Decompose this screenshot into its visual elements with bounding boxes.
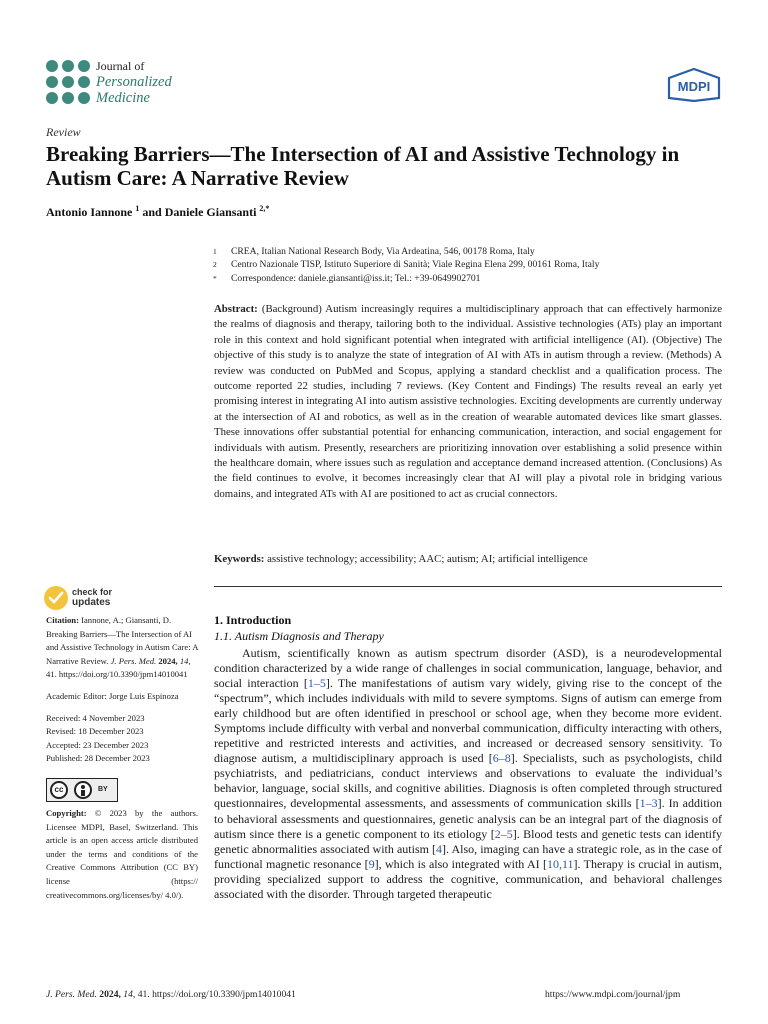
intro-text: ]. In addition to behavioral assessments and questionnaires, genetic analysis can be an integral part of the diagnosis of autism since there is a genetic component to its etiology [ bbox=[214, 796, 722, 841]
keywords-label: Keywords: bbox=[214, 553, 265, 565]
cc-by-label: BY bbox=[98, 786, 108, 794]
check-for-updates-button[interactable] bbox=[44, 586, 112, 610]
copyright-text: © 2023 by the authors. Licensee MDPI, Basel, Switzerland. This article is an open access article distributed under the terms and conditions of the Creative Commons Attribution (CC BY) license (https:// creativecommons.org/licenses/by/ 4.0/). bbox=[46, 807, 198, 900]
cc-by-license-badge[interactable] bbox=[46, 778, 118, 802]
footer-journal-url[interactable]: https://www.mdpi.com/journal/jpm bbox=[545, 989, 681, 1000]
attribution-icon bbox=[74, 781, 92, 799]
citation-volume: 14, bbox=[179, 655, 191, 666]
citation-label: Citation: bbox=[46, 615, 79, 625]
affiliation-item bbox=[213, 245, 599, 258]
author-name[interactable]: Daniele Giansanti bbox=[164, 205, 257, 219]
intro-paragraph bbox=[214, 646, 722, 902]
intro-text: ]. Blood tests and genetic tests can identify genetic abnormalities associated with autism [ bbox=[214, 826, 722, 856]
affiliation-mark: * bbox=[213, 273, 217, 283]
citation bbox=[46, 614, 198, 682]
reference-link[interactable]: 1–5 bbox=[307, 676, 326, 691]
intro-text: ]. Therapy is crucial in autism, providing specialized support to address the cognitive, communication, and behavioral challenges associated with the disorder. Through targeted therapeutic bbox=[214, 856, 722, 901]
academic-editor: Academic Editor: Jorge Luis Espinoza bbox=[46, 690, 179, 701]
published-date: Published: 28 December 2023 bbox=[46, 753, 150, 764]
reference-link[interactable]: 1–3 bbox=[639, 796, 658, 811]
check-updates-label bbox=[72, 588, 112, 608]
revised-date: Revised: 18 December 2023 bbox=[46, 726, 144, 737]
copyright-label: Copyright: bbox=[46, 807, 87, 818]
mdpi-logo-icon bbox=[667, 68, 721, 102]
intro-text: ]. Also, imaging can have a strategic role, as in the case of functional magnetic resonance [ bbox=[214, 841, 722, 871]
check-updates-line1: check for bbox=[72, 587, 113, 597]
author-affil-mark: 2,* bbox=[259, 204, 270, 213]
affiliation-mark: 1 bbox=[213, 247, 217, 256]
keywords bbox=[214, 553, 722, 565]
intro-text: ]. The manifestations of autism vary widely, giving rise to the concept of the “spectrum”, which includes individuals with mild to severe symptoms. Signs of autism can emerge from early childhood but are often identified in preschool or school age, when they become more evident. Symptoms include difficulty with verbal and nonverbal communication, difficulty interacting with others, repetitive and restricted interests and activities, and increased or decreased sensory sensitivity. To diagnose autism, a multidisciplinary approach is used [ bbox=[214, 676, 723, 766]
creative-commons-icon: cc bbox=[50, 781, 68, 799]
author-conjunction: and bbox=[142, 205, 162, 219]
affiliation-text: CREA, Italian National Research Body, Via Ardeatina, 546, 00178 Roma, Italy bbox=[231, 246, 535, 257]
intro-text: ], which is also integrated with AI [ bbox=[374, 856, 547, 871]
journal-title-line2: Medicine bbox=[96, 90, 150, 106]
check-updates-icon bbox=[44, 586, 68, 610]
citation-doi-link[interactable]: 41. https://doi.org/10.3390/jpm14010041 bbox=[46, 669, 188, 680]
article-type: Review bbox=[46, 125, 81, 139]
intro-text: ]. Specialists, such as psychologists, child psychiatrists, and pediatricians, conduct interviews and observations to evaluate the individual’s behavior, language, social skills, and cognitive abilities. Diagnosis is often completed through structured questionnaires, developmental assessments, and assessments of communication skills [ bbox=[214, 751, 722, 811]
received-date: Received: 4 November 2023 bbox=[46, 712, 145, 723]
abstract-text: (Background) Autism increasingly requires a multidisciplinary approach that can effectively harmonize the realms of diagnosis and therapy, tailoring both to the individual. Assistive technologies (ATs) play an important role in this context and hold significant potential when integrated with artificial intelligence (AI). (Objective) The objective of this study is to analyze the state of integration of AI with ATs in autism through a review. (Methods) A review was conducted on PubMed and Scopus, applying a standard checklist and a qualification process. The outcome reported 22 studies, including 7 reviews. (Key Content and Findings) The results reveal an early yet promising interest in integrating AI into autism assistive technologies. Exciting developments are currently underway at the intersection of AI and robotics, as well as in the creation of wearable automated devices like smart glasses. These innovations offer substantial potential for enhancing communication, interaction, and social engagement for individuals with autism. Presently, researchers are prioritizing innovation over establishing a solid presence within the healthcare domain, where issues such as regulation and acceptance demand increased attention. (Conclusions) As the field continues to evolve, it becomes increasingly clear that AI will play a pivotal role in bridging various domains, and integrated ATs with AI are positioned to act as crucial connectors. bbox=[214, 303, 722, 500]
citation-text: Iannone, A.; Giansanti, D. Breaking Barriers—The Intersection of AI and Assistive Technology in Autism Care: A Narrative Review. bbox=[46, 615, 199, 666]
affiliation-item bbox=[213, 258, 599, 271]
journal-title-line1: Personalized bbox=[96, 74, 172, 90]
reference-link[interactable]: 6–8 bbox=[492, 751, 511, 766]
abstract-label: Abstract: bbox=[214, 303, 258, 315]
affiliation-mark: 2 bbox=[213, 260, 217, 270]
citation-year: 2024, bbox=[158, 655, 178, 666]
footer-doi-link[interactable]: 41. https://doi.org/10.3390/jpm14010041 bbox=[137, 989, 296, 1000]
keywords-text: assistive technology; accessibility; AAC; autism; AI; artificial intelligence bbox=[267, 553, 588, 565]
author-list bbox=[46, 204, 269, 220]
accepted-date: Accepted: 23 December 2023 bbox=[46, 739, 149, 750]
reference-link[interactable]: 2–5 bbox=[494, 826, 513, 841]
footer-year: 2024, bbox=[99, 989, 121, 1000]
footer-citation bbox=[46, 989, 296, 1000]
reference-link[interactable]: 4 bbox=[436, 841, 443, 856]
affiliation-text: Centro Nazionale TISP, Istituto Superiore di Sanità; Viale Regina Elena 299, 00161 Roma, Italy bbox=[231, 259, 600, 271]
footer-journal: J. Pers. Med. bbox=[46, 989, 97, 1000]
reference-link[interactable]: 9 bbox=[368, 856, 375, 871]
section-heading: 1. Introduction bbox=[214, 613, 292, 627]
reference-link[interactable]: 10,11 bbox=[546, 856, 574, 871]
intro-text: Autism, scientifically known as autism spectrum disorder (ASD), is a neurodevelopmental condition characterized by a wide range of challenges in social communication, language, behavior, and social interaction [ bbox=[214, 646, 722, 691]
journal-logo-icon bbox=[46, 60, 90, 104]
subsection-heading: 1.1. Autism Diagnosis and Therapy bbox=[214, 629, 384, 643]
check-updates-line2: updates bbox=[72, 597, 111, 608]
affiliation-item bbox=[213, 272, 599, 285]
article-info-sidebar bbox=[46, 614, 198, 902]
section-divider bbox=[214, 586, 722, 587]
journal-of-label: Journal of bbox=[96, 59, 145, 73]
author-name[interactable]: Antonio Iannone bbox=[46, 205, 133, 219]
affiliations bbox=[213, 245, 599, 285]
correspondence-text[interactable]: Correspondence: daniele.giansanti@iss.it; Tel.: +39-0649902701 bbox=[231, 272, 481, 284]
journal-name bbox=[96, 58, 172, 106]
abstract bbox=[214, 302, 722, 502]
footer-volume: 14, bbox=[123, 989, 136, 1000]
publisher-name: MDPI bbox=[677, 79, 711, 94]
citation-journal: J. Pers. Med. bbox=[110, 655, 157, 666]
article-title: Breaking Barriers—The Intersection of AI and Assistive Technology in Autism Care: A Narrative Review bbox=[46, 142, 680, 190]
copyright bbox=[46, 807, 198, 902]
author-affil-mark: 1 bbox=[135, 204, 140, 213]
